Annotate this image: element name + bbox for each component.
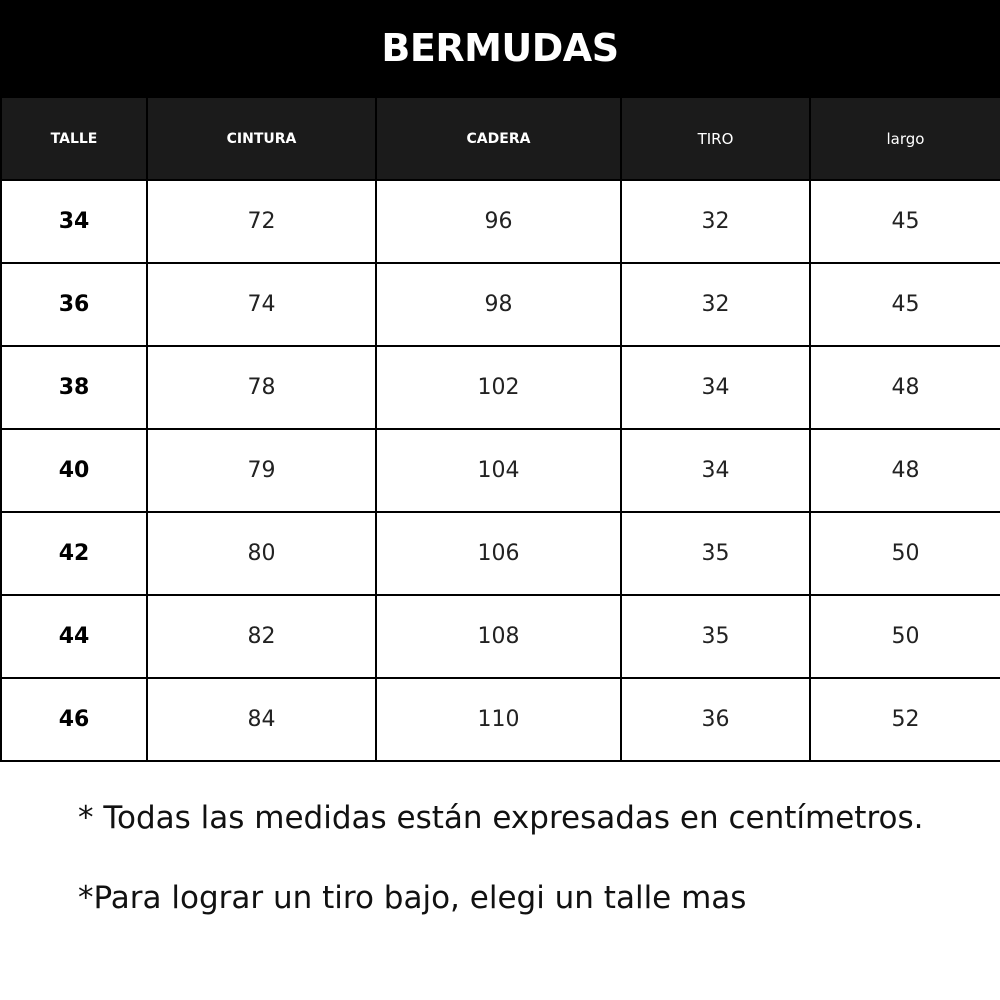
cell-cadera: 110 [376,678,621,761]
cell-cintura: 74 [147,263,376,346]
cell-cadera: 104 [376,429,621,512]
cell-largo: 45 [810,263,1000,346]
table-row [1,595,1000,678]
cell-talle: 42 [1,512,147,595]
note-low-rise: *Para lograr un tiro bajo, elegi un talle mas [78,880,747,916]
title-bar [0,0,1000,96]
cell-cintura: 84 [147,678,376,761]
cell-largo: 45 [810,180,1000,263]
cell-cadera: 98 [376,263,621,346]
cell-tiro: 35 [621,595,810,678]
table-row [1,263,1000,346]
cell-talle: 46 [1,678,147,761]
table-row [1,512,1000,595]
cell-tiro: 32 [621,180,810,263]
cell-cadera: 96 [376,180,621,263]
cell-tiro: 34 [621,429,810,512]
cell-talle: 38 [1,346,147,429]
column-header-cintura: CINTURA [147,97,376,180]
cell-tiro: 32 [621,263,810,346]
cell-tiro: 36 [621,678,810,761]
column-header-largo: largo [810,97,1000,180]
table-row [1,346,1000,429]
cell-cintura: 82 [147,595,376,678]
cell-cintura: 72 [147,180,376,263]
footnotes [78,796,923,920]
cell-largo: 48 [810,346,1000,429]
cell-largo: 52 [810,678,1000,761]
cell-talle: 34 [1,180,147,263]
column-header-talle: TALLE [1,97,147,180]
cell-largo: 50 [810,595,1000,678]
cell-cintura: 78 [147,346,376,429]
size-chart-table [0,96,1000,762]
table-header-row [1,97,1000,180]
cell-talle: 36 [1,263,147,346]
page-title: BERMUDAS [381,26,619,70]
cell-cadera: 108 [376,595,621,678]
cell-cadera: 106 [376,512,621,595]
column-header-tiro: TIRO [621,97,810,180]
cell-talle: 44 [1,595,147,678]
table-row [1,180,1000,263]
note-units: * Todas las medidas están expresadas en centímetros. [78,800,924,836]
cell-largo: 50 [810,512,1000,595]
table-row [1,429,1000,512]
cell-tiro: 34 [621,346,810,429]
table-row [1,678,1000,761]
column-header-cadera: CADERA [376,97,621,180]
cell-tiro: 35 [621,512,810,595]
cell-cintura: 79 [147,429,376,512]
cell-cadera: 102 [376,346,621,429]
cell-talle: 40 [1,429,147,512]
cell-cintura: 80 [147,512,376,595]
cell-largo: 48 [810,429,1000,512]
